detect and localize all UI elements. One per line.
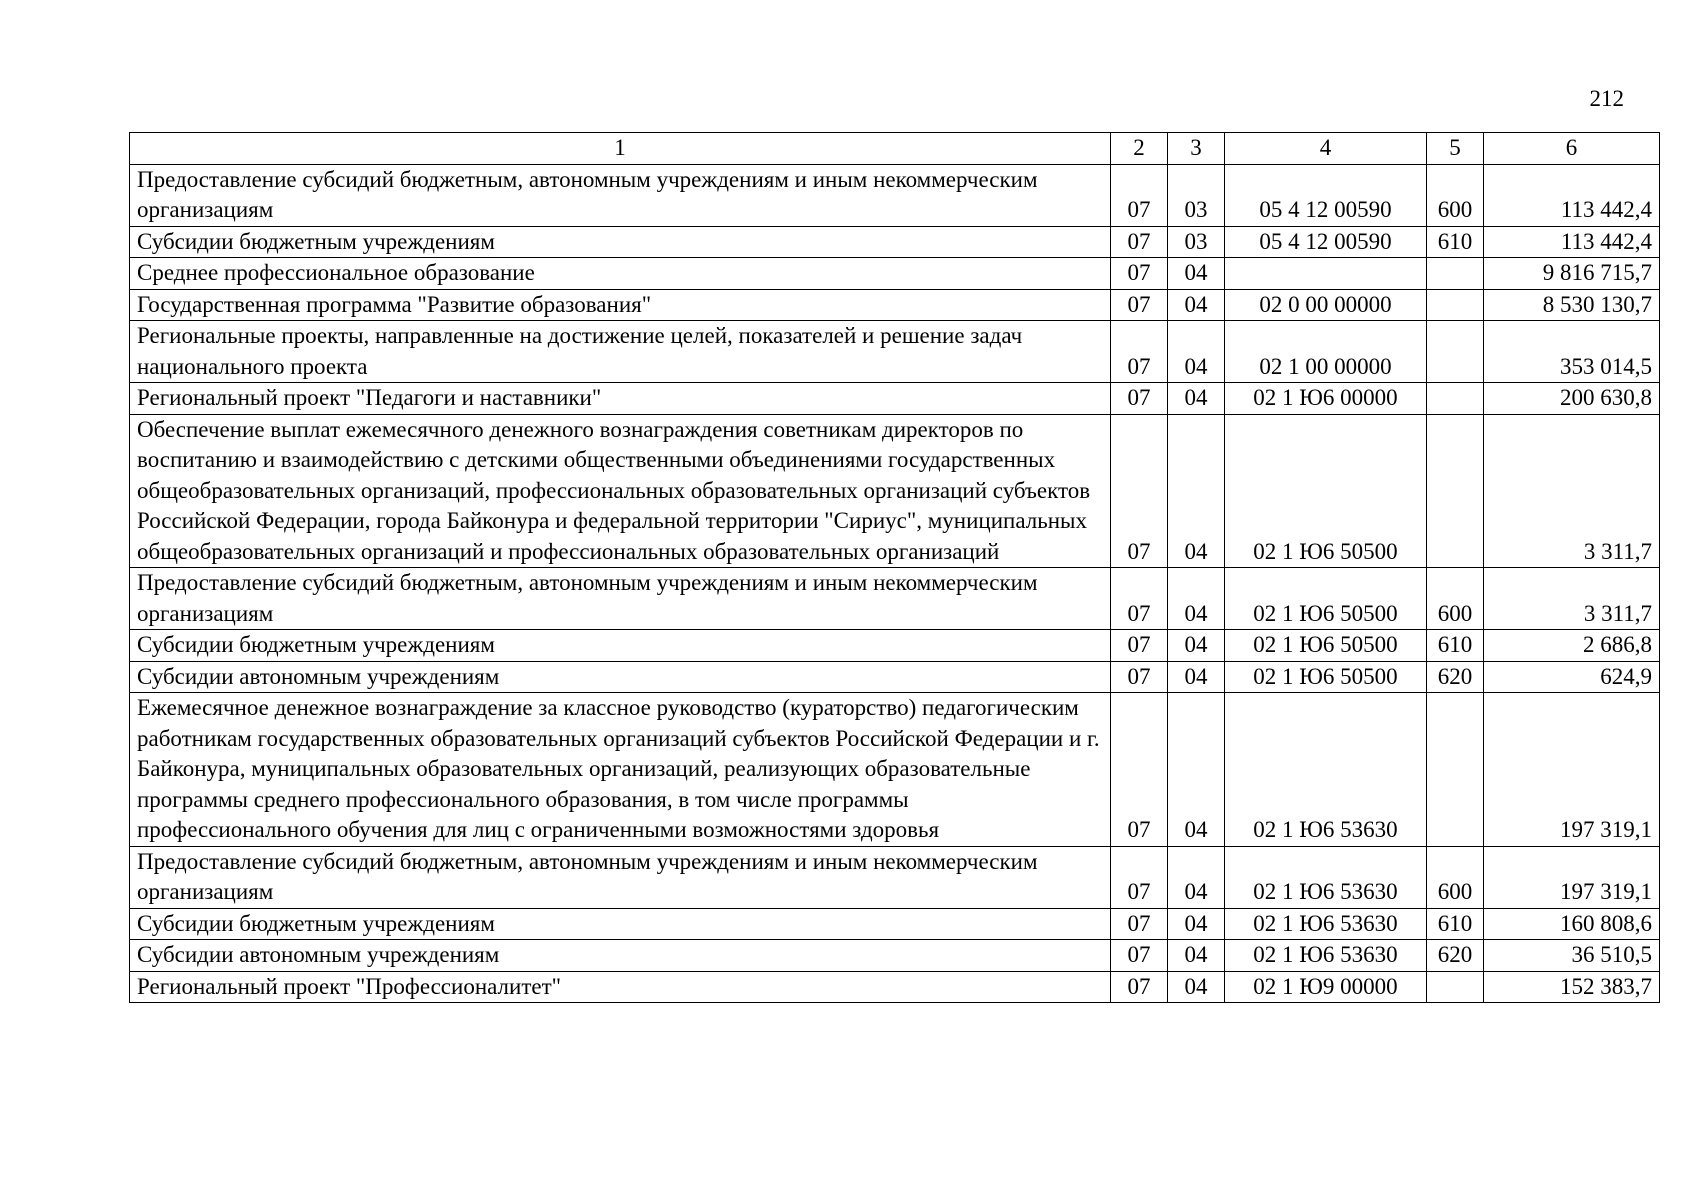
row-section-cell: 07 — [1111, 258, 1168, 290]
row-name-cell: Субсидии автономным учреждениям — [130, 661, 1111, 693]
table-row — [130, 226, 1660, 258]
row-expense-type-cell — [1427, 289, 1484, 321]
column-header: 3 — [1168, 133, 1225, 165]
row-section-cell: 07 — [1111, 661, 1168, 693]
table-row — [130, 289, 1660, 321]
row-subsection-cell: 04 — [1168, 321, 1225, 383]
row-expense-type-cell: 600 — [1427, 568, 1484, 630]
row-amount-cell: 353 014,5 — [1484, 321, 1660, 383]
row-subsection-cell: 03 — [1168, 226, 1225, 258]
row-name-cell: Предоставление субсидий бюджетным, автономным учреждениям и иным некоммерческим организациям — [130, 568, 1111, 630]
row-target-article-cell: 02 1 Ю6 53630 — [1225, 846, 1427, 908]
row-target-article-cell: 05 4 12 00590 — [1225, 226, 1427, 258]
row-name-cell: Субсидии бюджетным учреждениям — [130, 226, 1111, 258]
row-section-cell: 07 — [1111, 414, 1168, 568]
row-target-article-cell: 02 1 Ю6 53630 — [1225, 940, 1427, 972]
row-target-article-cell: 02 1 Ю6 50500 — [1225, 568, 1427, 630]
row-subsection-cell: 04 — [1168, 908, 1225, 940]
budget-table — [129, 132, 1660, 1003]
row-name-cell: Обеспечение выплат ежемесячного денежного вознаграждения советникам директоров по воспитанию и взаимодействию с детскими общественными объединениями государственных общеобразовательных организаций, профессиональных образовательных организаций субъектов Российской Федерации, города Байконура и федеральной территории "Сириус", муниципальных общеобразовательных организаций и профессиональных образовательных организаций — [130, 414, 1111, 568]
row-name-cell: Субсидии бюджетным учреждениям — [130, 630, 1111, 662]
row-name-cell: Региональный проект "Профессионалитет" — [130, 971, 1111, 1003]
table-row — [130, 383, 1660, 415]
row-subsection-cell: 04 — [1168, 661, 1225, 693]
row-name-cell: Региональный проект "Педагоги и наставники" — [130, 383, 1111, 415]
row-section-cell: 07 — [1111, 226, 1168, 258]
header-row — [130, 133, 1660, 165]
row-name-cell: Предоставление субсидий бюджетным, автономным учреждениям и иным некоммерческим организациям — [130, 846, 1111, 908]
row-target-article-cell: 02 1 Ю6 50500 — [1225, 630, 1427, 662]
row-subsection-cell: 04 — [1168, 289, 1225, 321]
column-header: 6 — [1484, 133, 1660, 165]
row-name-cell: Предоставление субсидий бюджетным, автономным учреждениям и иным некоммерческим организациям — [130, 164, 1111, 226]
row-section-cell: 07 — [1111, 383, 1168, 415]
row-target-article-cell: 02 1 Ю6 53630 — [1225, 908, 1427, 940]
row-subsection-cell: 04 — [1168, 940, 1225, 972]
row-subsection-cell: 04 — [1168, 414, 1225, 568]
row-expense-type-cell — [1427, 321, 1484, 383]
row-name-cell: Региональные проекты, направленные на достижение целей, показателей и решение задач национального проекта — [130, 321, 1111, 383]
row-section-cell: 07 — [1111, 289, 1168, 321]
row-expense-type-cell — [1427, 971, 1484, 1003]
row-subsection-cell: 04 — [1168, 971, 1225, 1003]
row-expense-type-cell: 600 — [1427, 164, 1484, 226]
row-amount-cell: 8 530 130,7 — [1484, 289, 1660, 321]
row-amount-cell: 113 442,4 — [1484, 164, 1660, 226]
row-target-article-cell: 02 1 Ю9 00000 — [1225, 971, 1427, 1003]
row-name-cell: Субсидии бюджетным учреждениям — [130, 908, 1111, 940]
row-name-cell: Среднее профессиональное образование — [130, 258, 1111, 290]
row-name-cell: Ежемесячное денежное вознаграждение за классное руководство (кураторство) педагогическим работникам государственных образовательных организаций субъектов Российской Федерации и г. Байконура, муниципальных образовательных организаций, реализующих образовательные программы среднего профессионального образования, в том числе программы профессионального обучения для лиц с ограниченными возможностями здоровья — [130, 693, 1111, 847]
table-row — [130, 940, 1660, 972]
row-expense-type-cell: 620 — [1427, 940, 1484, 972]
row-amount-cell: 197 319,1 — [1484, 846, 1660, 908]
row-amount-cell: 197 319,1 — [1484, 693, 1660, 847]
table-body — [130, 164, 1660, 1003]
table-row — [130, 971, 1660, 1003]
row-expense-type-cell — [1427, 383, 1484, 415]
page-number: 212 — [1589, 86, 1624, 111]
row-subsection-cell: 04 — [1168, 258, 1225, 290]
row-expense-type-cell: 610 — [1427, 630, 1484, 662]
row-amount-cell: 3 311,7 — [1484, 414, 1660, 568]
row-target-article-cell: 02 1 Ю6 53630 — [1225, 693, 1427, 847]
column-header: 2 — [1111, 133, 1168, 165]
table-row — [130, 414, 1660, 568]
row-section-cell: 07 — [1111, 164, 1168, 226]
row-expense-type-cell: 610 — [1427, 908, 1484, 940]
table-row — [130, 661, 1660, 693]
row-subsection-cell: 04 — [1168, 846, 1225, 908]
row-expense-type-cell: 610 — [1427, 226, 1484, 258]
row-section-cell: 07 — [1111, 971, 1168, 1003]
row-target-article-cell — [1225, 258, 1427, 290]
row-name-cell: Государственная программа "Развитие образования" — [130, 289, 1111, 321]
row-subsection-cell: 04 — [1168, 568, 1225, 630]
row-amount-cell: 160 808,6 — [1484, 908, 1660, 940]
row-subsection-cell: 04 — [1168, 383, 1225, 415]
table-row — [130, 846, 1660, 908]
table-row — [130, 908, 1660, 940]
row-section-cell: 07 — [1111, 908, 1168, 940]
row-target-article-cell: 02 1 Ю6 50500 — [1225, 661, 1427, 693]
column-header: 1 — [130, 133, 1111, 165]
row-section-cell: 07 — [1111, 321, 1168, 383]
row-amount-cell: 152 383,7 — [1484, 971, 1660, 1003]
table-row — [130, 630, 1660, 662]
row-section-cell: 07 — [1111, 568, 1168, 630]
row-amount-cell: 200 630,8 — [1484, 383, 1660, 415]
table-row — [130, 164, 1660, 226]
row-name-cell: Субсидии автономным учреждениям — [130, 940, 1111, 972]
row-subsection-cell: 04 — [1168, 693, 1225, 847]
table-row — [130, 321, 1660, 383]
table-row — [130, 258, 1660, 290]
table-header — [130, 133, 1660, 165]
row-amount-cell: 624,9 — [1484, 661, 1660, 693]
table-row — [130, 693, 1660, 847]
column-header: 4 — [1225, 133, 1427, 165]
row-section-cell: 07 — [1111, 846, 1168, 908]
row-expense-type-cell — [1427, 693, 1484, 847]
row-amount-cell: 113 442,4 — [1484, 226, 1660, 258]
row-subsection-cell: 04 — [1168, 630, 1225, 662]
row-target-article-cell: 02 1 Ю6 50500 — [1225, 414, 1427, 568]
row-target-article-cell: 02 0 00 00000 — [1225, 289, 1427, 321]
row-section-cell: 07 — [1111, 693, 1168, 847]
row-amount-cell: 2 686,8 — [1484, 630, 1660, 662]
row-target-article-cell: 05 4 12 00590 — [1225, 164, 1427, 226]
row-amount-cell: 36 510,5 — [1484, 940, 1660, 972]
row-amount-cell: 9 816 715,7 — [1484, 258, 1660, 290]
row-expense-type-cell — [1427, 258, 1484, 290]
row-section-cell: 07 — [1111, 940, 1168, 972]
row-expense-type-cell — [1427, 414, 1484, 568]
row-section-cell: 07 — [1111, 630, 1168, 662]
row-subsection-cell: 03 — [1168, 164, 1225, 226]
row-expense-type-cell: 600 — [1427, 846, 1484, 908]
row-target-article-cell: 02 1 00 00000 — [1225, 321, 1427, 383]
row-target-article-cell: 02 1 Ю6 00000 — [1225, 383, 1427, 415]
row-amount-cell: 3 311,7 — [1484, 568, 1660, 630]
table-row — [130, 568, 1660, 630]
row-expense-type-cell: 620 — [1427, 661, 1484, 693]
column-header: 5 — [1427, 133, 1484, 165]
